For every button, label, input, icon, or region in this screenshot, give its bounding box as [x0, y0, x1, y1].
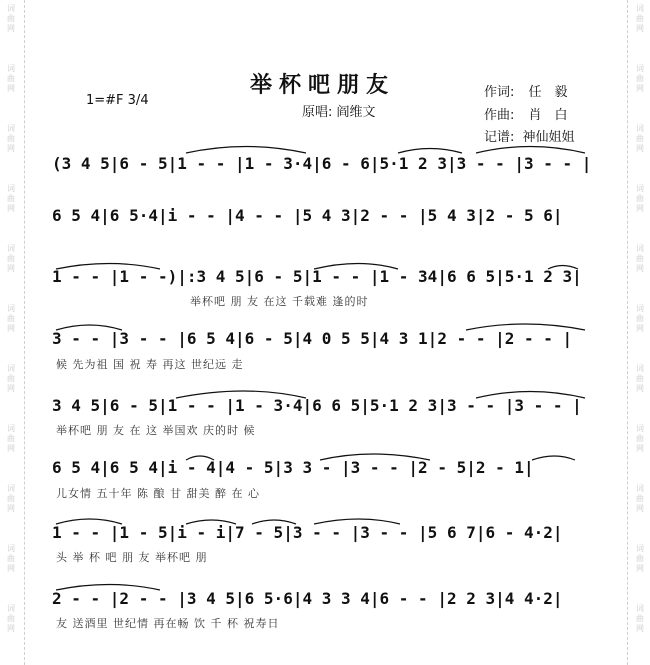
watermark-mark: 词 曲 网 — [636, 424, 644, 453]
watermark-mark: 词 曲 网 — [636, 4, 644, 33]
watermark-mark: 词 曲 网 — [636, 64, 644, 93]
left-page-border — [24, 0, 25, 665]
notation-line-5: 3 4 5|6 - 5|1 - - |1 - 3·4|6 6 5|5·1 2 3|3 - - |3 - - | — [52, 396, 582, 415]
lyric-line-8: 友 送酒里 世纪情 再在畅 饮 千 杯 祝寿日 — [56, 617, 280, 630]
watermark-mark: 词 曲 网 — [7, 544, 15, 573]
watermark-mark: 词 曲 网 — [636, 544, 644, 573]
song-title: 举杯吧朋友 — [250, 72, 396, 98]
lyric-line-7: 头 举 杯 吧 朋 友 举杯吧 朋 — [56, 551, 208, 564]
lyric-line-4: 候 先为祖 国 祝 寿 再这 世纪远 走 — [56, 358, 244, 371]
watermark-mark: 词 曲 网 — [7, 364, 15, 393]
credit-label: 记谱: — [484, 130, 515, 145]
notation-line-4: 3 - - |3 - - |6 5 4|6 - 5|4 0 5 5|4 3 1|2 - - |2 - - | — [52, 329, 573, 348]
watermark-mark: 词 曲 网 — [636, 124, 644, 153]
watermark-mark: 词 曲 网 — [7, 124, 15, 153]
watermark-mark: 词 曲 网 — [7, 64, 15, 93]
composer-credit — [484, 104, 568, 123]
lyric-line-6: 儿女情 五十年 陈 酿 甘 甜美 醉 在 心 — [56, 487, 260, 500]
watermark-mark: 词 曲 网 — [636, 244, 644, 273]
watermark-mark: 词 曲 网 — [7, 604, 15, 633]
watermark-mark: 词 曲 网 — [7, 4, 15, 33]
credit-label: 作曲: — [484, 108, 515, 123]
notation-line-3: 1 - - |1 - -)|:3 4 5|6 - 5|1 - - |1 - 34|6 6 5|5·1 2 3| — [52, 267, 582, 286]
credit-label: 作词: — [484, 85, 515, 100]
watermark-mark: 词 曲 网 — [7, 184, 15, 213]
notation-line-7: 1 - - |1 - 5|i - i|7 - 5|3 - - |3 - - |5 6 7|6 - 4·2| — [52, 523, 563, 542]
watermark-mark: 词 曲 网 — [636, 364, 644, 393]
lyricist-credit — [484, 81, 568, 100]
original-singer: 原唱: 阎维文 — [302, 105, 376, 120]
notation-line-8: 2 - - |2 - - |3 4 5|6 5·6|4 3 3 4|6 - - |2 2 3|4 4·2| — [52, 589, 563, 608]
watermark-mark: 词 曲 网 — [7, 244, 15, 273]
watermark-mark: 词 曲 网 — [636, 604, 644, 633]
notation-line-6: 6 5 4|6 5 4|i - 4|4 - 5|3 3 - |3 - - |2 - 5|2 - 1| — [52, 458, 534, 477]
key-signature: 1=#F 3/4 — [86, 93, 149, 108]
watermark-mark: 词 曲 网 — [636, 184, 644, 213]
right-page-border — [627, 0, 628, 665]
notation-line-2: 6 5 4|6 5·4|i - - |4 - - |5 4 3|2 - - |5 4 3|2 - 5 6| — [52, 206, 563, 225]
watermark-mark: 词 曲 网 — [636, 304, 644, 333]
credit-name: 神仙姐姐 — [522, 130, 575, 145]
credit-name: 任 毅 — [528, 85, 568, 100]
transcriber-credit — [484, 126, 575, 145]
watermark-mark: 词 曲 网 — [636, 484, 644, 513]
watermark-mark: 词 曲 网 — [7, 304, 15, 333]
notation-line-1: (3 4 5|6 - 5|1 - - |1 - 3·4|6 - 6|5·1 2 3|3 - - |3 - - | — [52, 154, 592, 173]
watermark-mark: 词 曲 网 — [7, 424, 15, 453]
credit-name: 肖 白 — [528, 108, 568, 123]
watermark-mark: 词 曲 网 — [7, 484, 15, 513]
lyric-line-3: 举杯吧 朋 友 在这 千载难 逢的时 — [190, 295, 369, 308]
lyric-line-5: 举杯吧 朋 友 在 这 举国欢 庆的时 候 — [56, 424, 256, 437]
